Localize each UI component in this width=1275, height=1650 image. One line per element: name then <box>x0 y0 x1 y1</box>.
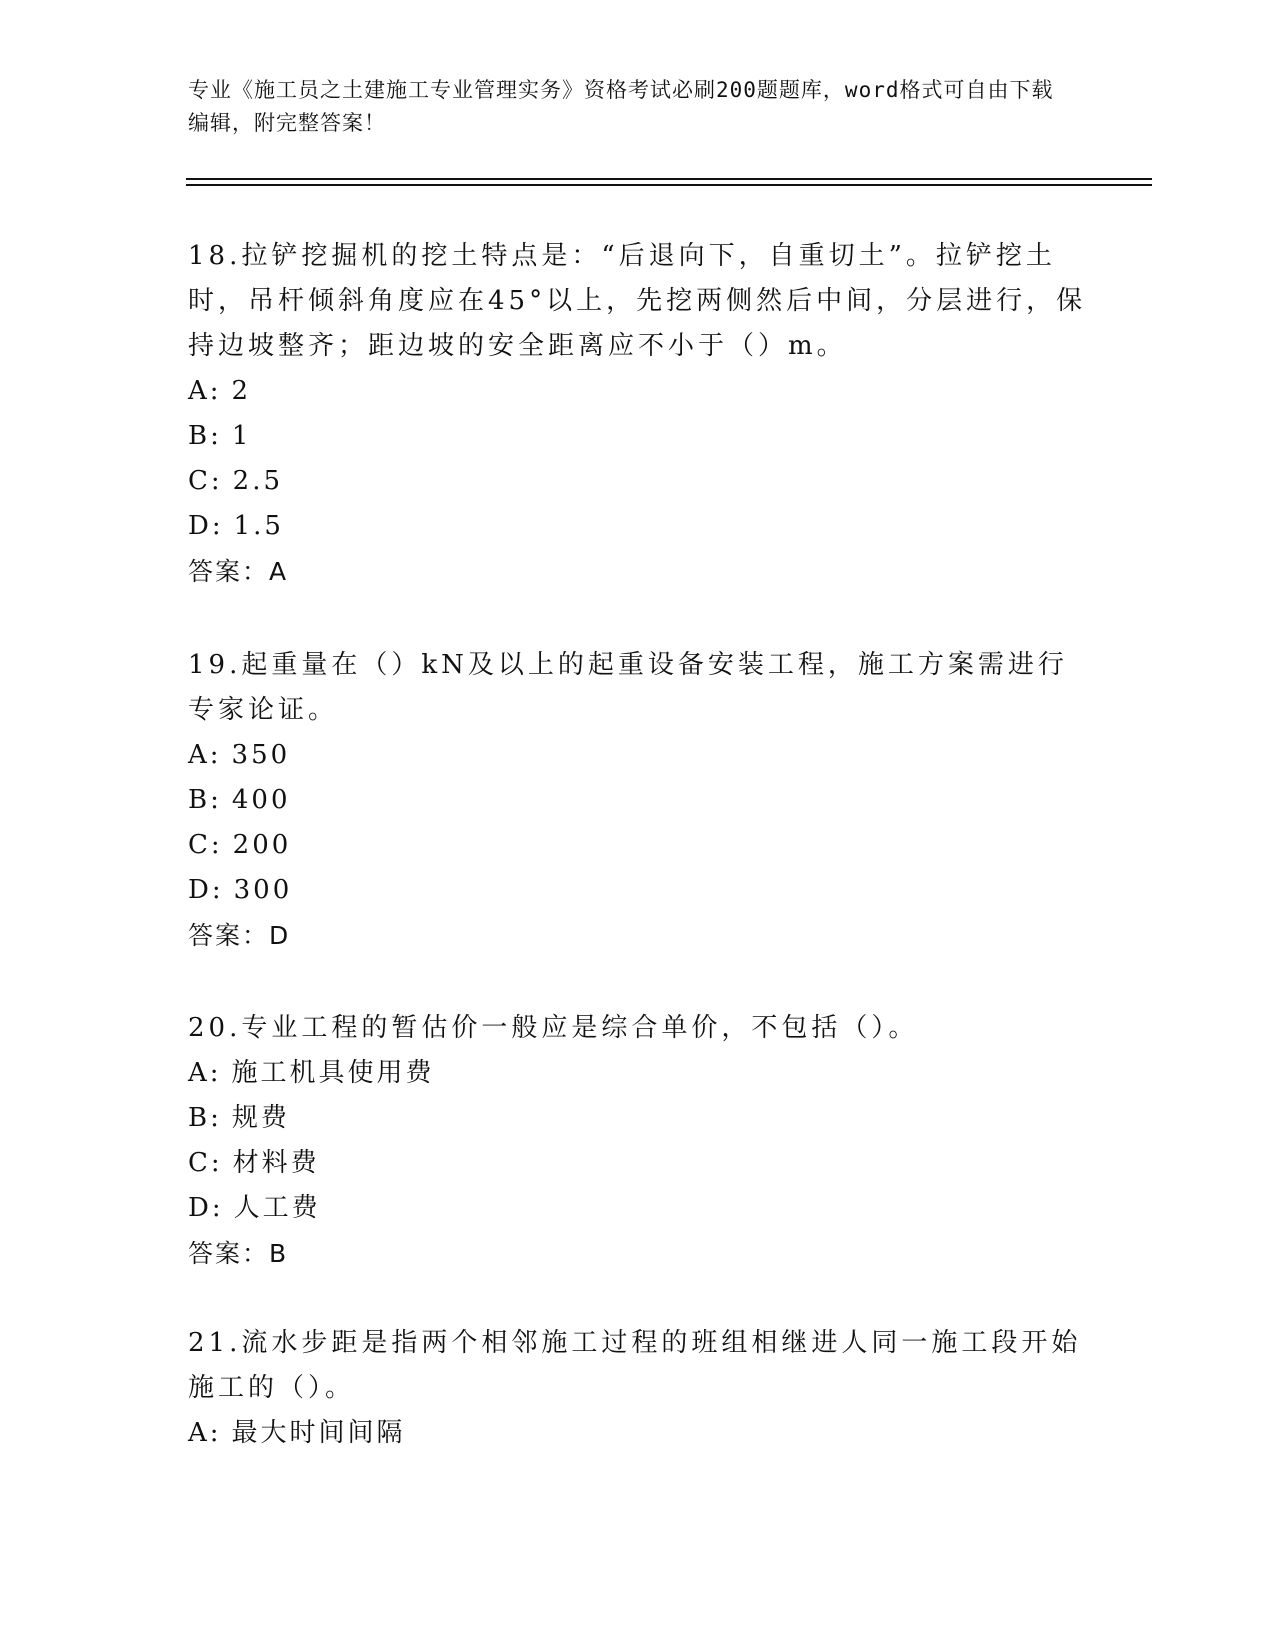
option-label: C: <box>188 466 223 496</box>
question-stem: 21.流水步距是指两个相邻施工过程的班组相继进人同一施工段开始施工的（）。 <box>188 1328 1082 1403</box>
option-text: 350 <box>231 740 291 770</box>
option-text: 1 <box>231 421 252 451</box>
option-text: 2.5 <box>232 466 284 496</box>
question-stem: 18.拉铲挖掘机的挖土特点是：“后退向下，自重切土”。拉铲挖土时，吊杆倾斜角度应在45°以上，先挖两侧然后中间，分层进行，保持边坡整齐；距边坡的安全距离应不小于（）m。 <box>188 241 1087 361</box>
option-label: B: <box>188 785 222 815</box>
option-text: 300 <box>233 875 293 905</box>
option-a <box>188 369 1088 414</box>
option-d <box>188 504 1088 549</box>
option-label: B: <box>188 1103 222 1133</box>
header-divider-top <box>186 178 1152 180</box>
option-d <box>188 1186 1088 1231</box>
answer-line: 答案：D <box>188 921 291 950</box>
option-label: D: <box>188 1193 224 1223</box>
option-b <box>188 778 1088 823</box>
option-text: 规费 <box>231 1103 290 1133</box>
question-21 <box>188 1321 1088 1456</box>
option-c <box>188 823 1088 868</box>
document-header <box>188 74 1068 140</box>
question-20 <box>188 1006 1088 1276</box>
option-label: D: <box>188 875 224 905</box>
option-label: A: <box>188 1418 222 1448</box>
answer-line: 答案：B <box>188 1239 289 1268</box>
option-label: A: <box>188 740 222 770</box>
option-label: A: <box>188 376 222 406</box>
question-stem: 19.起重量在（）kN及以上的起重设备安装工程，施工方案需进行专家论证。 <box>188 650 1068 725</box>
option-label: C: <box>188 1148 223 1178</box>
option-b <box>188 1096 1088 1141</box>
option-text: 2 <box>231 376 252 406</box>
option-d <box>188 868 1088 913</box>
question-stem: 20.专业工程的暂估价一般应是综合单价，不包括（）。 <box>188 1013 919 1043</box>
option-text: 200 <box>232 830 292 860</box>
option-text: 人工费 <box>233 1193 321 1223</box>
option-text: 1.5 <box>233 511 284 541</box>
option-label: D: <box>188 511 224 541</box>
header-divider-bottom <box>186 184 1152 186</box>
option-a <box>188 733 1088 778</box>
question-19 <box>188 643 1088 958</box>
option-c <box>188 1141 1088 1186</box>
option-a <box>188 1411 1088 1456</box>
option-b <box>188 414 1088 459</box>
answer-line: 答案：A <box>188 557 289 586</box>
option-a <box>188 1051 1088 1096</box>
option-text: 400 <box>231 785 291 815</box>
question-18 <box>188 234 1088 594</box>
option-c <box>188 459 1088 504</box>
option-label: C: <box>188 830 223 860</box>
header-text: 专业《施工员之土建施工专业管理实务》资格考试必刷200题题库，word格式可自由下载编辑，附完整答案！ <box>188 78 1054 135</box>
option-text: 最大时间间隔 <box>231 1418 406 1448</box>
option-text: 施工机具使用费 <box>231 1058 435 1088</box>
option-text: 材料费 <box>232 1148 320 1178</box>
option-label: A: <box>188 1058 222 1088</box>
option-label: B: <box>188 421 222 451</box>
